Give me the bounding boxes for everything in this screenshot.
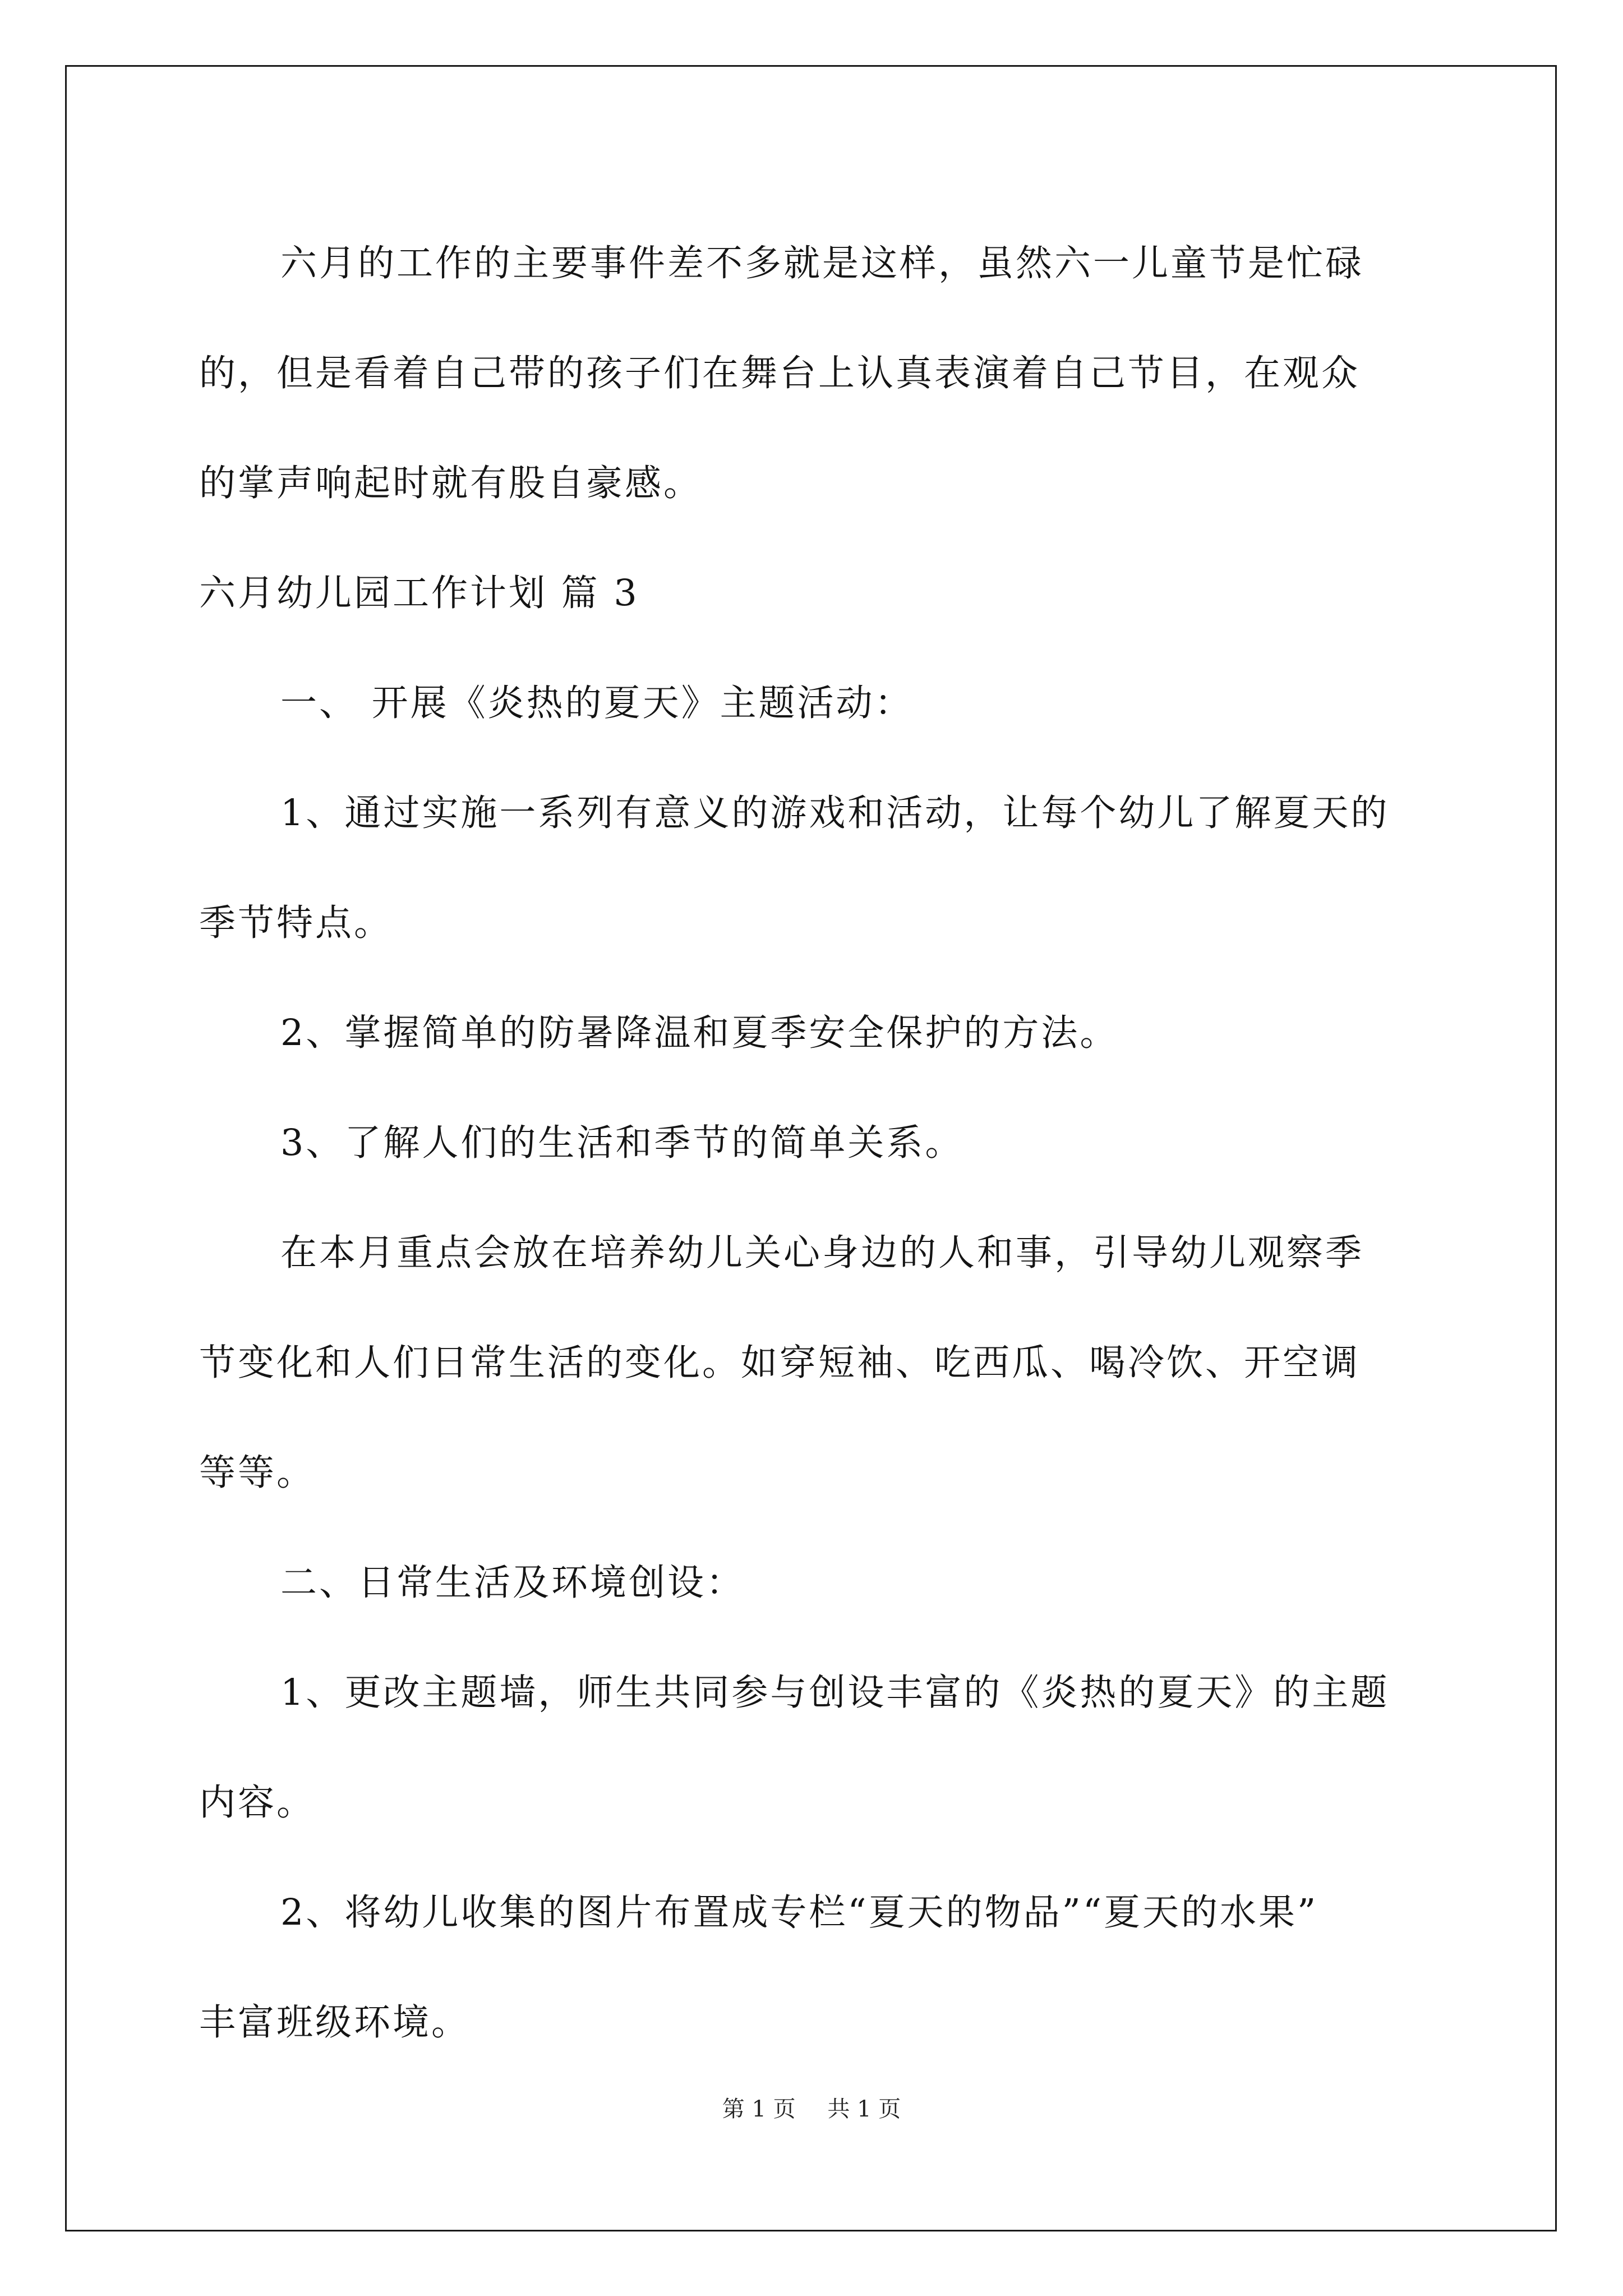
paragraph-line: 六月的工作的主要事件差不多就是这样，虽然六一儿童节是忙碌 [280, 242, 1364, 284]
paragraph-line: 等等。 [199, 1452, 316, 1494]
list-item: 2、掌握简单的防暑降温和夏季安全保护的方法。 [280, 1012, 1119, 1054]
list-item: 3、了解人们的生活和季节的简单关系。 [280, 1122, 964, 1164]
paragraph-line: 节变化和人们日常生活的变化。如穿短袖、吃西瓜、喝冷饮、开空调 [199, 1342, 1361, 1384]
list-item: 1、更改主题墙，师生共同参与创设丰富的《炎热的夏天》的主题 [280, 1672, 1390, 1714]
section-heading: 六月幼儿园工作计划 篇 3 [199, 572, 639, 614]
list-item-continuation: 丰富班级环境。 [199, 2001, 471, 2044]
list-item: 1、通过实施一系列有意义的游戏和活动，让每个幼儿了解夏天的 [280, 792, 1390, 834]
paragraph-line: 的，但是看着自己带的孩子们在舞台上认真表演着自己节目，在观众 [199, 352, 1361, 394]
subsection-heading: 二、日常生活及环境创设： [280, 1562, 745, 1604]
list-item: 2、将幼儿收集的图片布置成专栏“夏天的物品”“夏天的水果” [280, 1892, 1318, 1934]
subsection-heading: 一、 开展《炎热的夏天》主题活动： [280, 682, 914, 724]
current-page-label: 第 1 页 [722, 2096, 796, 2122]
page-footer [0, 2092, 1623, 2126]
list-item-continuation: 内容。 [199, 1782, 316, 1824]
total-pages-label: 共 1 页 [827, 2096, 901, 2122]
paragraph-line: 的掌声响起时就有股自豪感。 [199, 462, 703, 504]
paragraph-line: 在本月重点会放在培养幼儿关心身边的人和事，引导幼儿观察季 [280, 1232, 1364, 1274]
list-item-continuation: 季节特点。 [199, 902, 393, 944]
